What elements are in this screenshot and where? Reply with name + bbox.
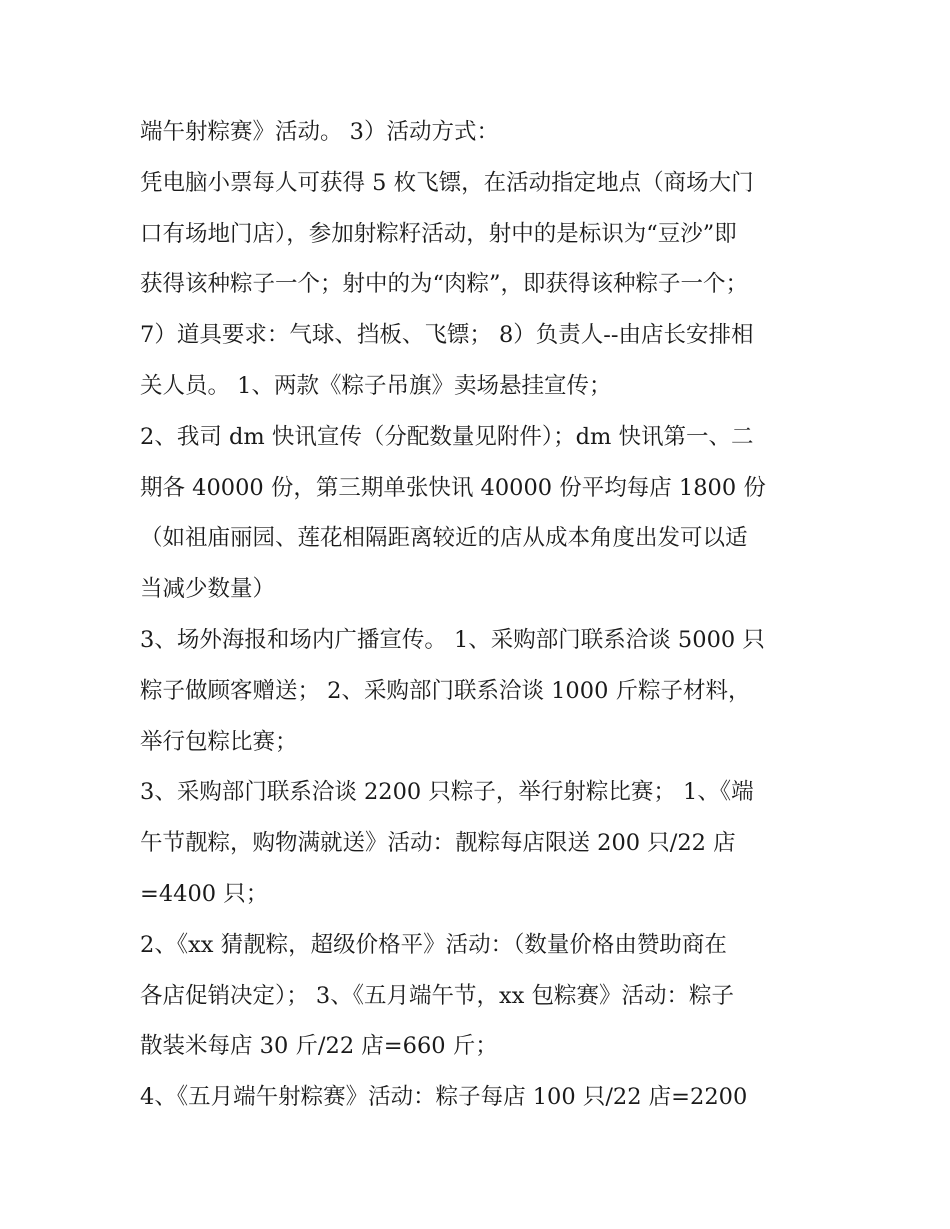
text-line: 举行包粽比赛； — [140, 728, 298, 755]
text-line: 2、我司 dm 快讯宣传（分配数量见附件）；dm 快讯第一、二 — [140, 423, 754, 450]
text-line: 各店促销决定）； 3、《五月端午节，xx 包粽赛》活动：粽子 — [140, 982, 734, 1009]
text-line: 获得该种粽子一个；射中的为“肉粽”，即获得该种粽子一个； — [140, 271, 749, 298]
text-line: 午节靓粽，购物满就送》活动：靓粽每店限送 200 只/22 店 — [140, 830, 736, 857]
text-line: 凭电脑小票每人可获得 5 枚飞镖，在活动指定地点（商场大门 — [140, 169, 754, 196]
text-line: 4、《五月端午射粽赛》活动：粽子每店 100 只/22 店=2200 — [140, 1084, 748, 1111]
text-line: 期各 40000 份，第三期单张快讯 40000 份平均每店 1800 份 — [140, 474, 766, 501]
text-line: 关人员。 1、两款《粽子吊旗》卖场悬挂宣传； — [140, 372, 612, 399]
text-line: 粽子做顾客赠送； 2、采购部门联系洽谈 1000 斤粽子材料， — [140, 677, 751, 704]
text-line: 2、《xx 猜靓粽，超级价格平》活动：（数量价格由赞助商在 — [140, 931, 727, 958]
text-line: =4400 只； — [140, 880, 269, 907]
document-body-text — [140, 107, 820, 1123]
text-line: （如祖庙丽园、莲花相隔距离较近的店从成本角度出发可以适 — [140, 525, 748, 552]
text-line: 3、场外海报和场内广播宣传。 1、采购部门联系洽谈 5000 只 — [140, 626, 765, 653]
text-line: 3、采购部门联系洽谈 2200 只粽子，举行射粽比赛； 1、《端 — [140, 779, 754, 806]
text-line: 7）道具要求：气球、挡板、飞镖； 8）负责人--由店长安排相 — [140, 322, 754, 349]
text-line: 散装米每店 30 斤/22 店=660 斤； — [140, 1033, 498, 1060]
text-line: 端午射粽赛》活动。 3）活动方式： — [140, 119, 499, 145]
text-line: 当减少数量） — [140, 576, 276, 603]
text-line: 口有场地门店），参加射粽籽活动，射中的是标识为“豆沙”即 — [140, 220, 737, 247]
